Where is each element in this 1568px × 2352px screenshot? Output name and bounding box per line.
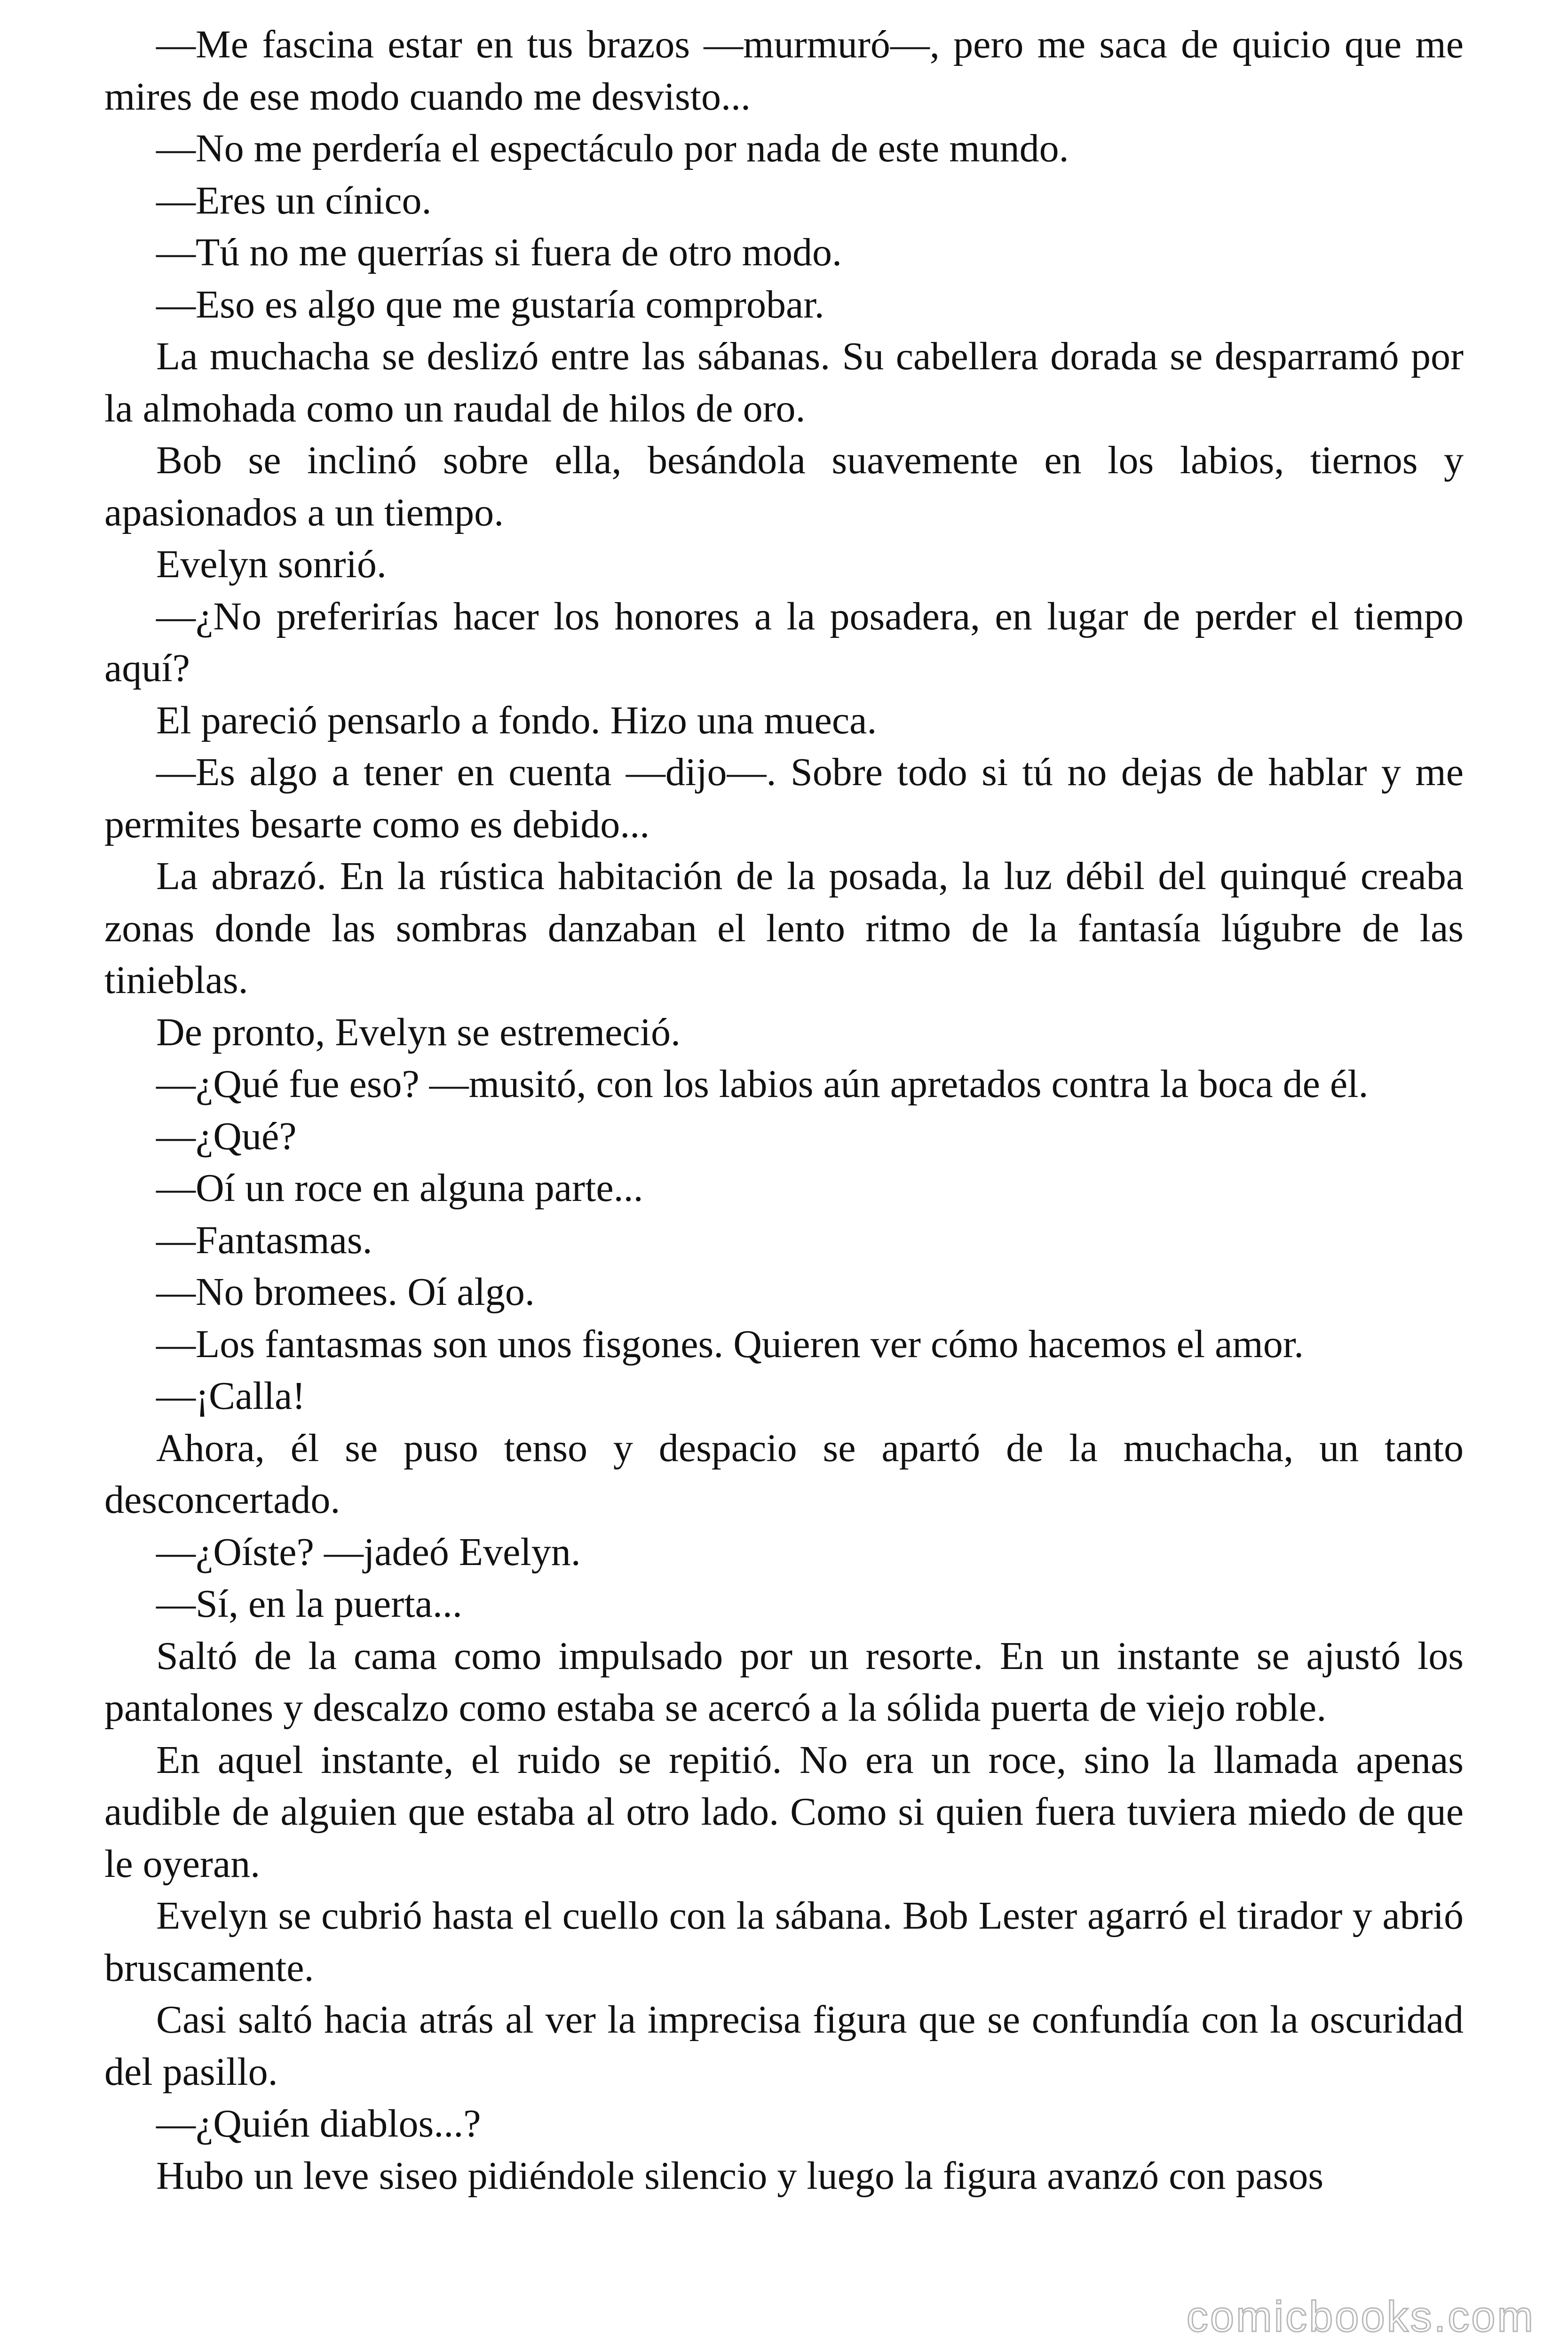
paragraph: Evelyn se cubrió hasta el cuello con la sábana. Bob Lester agarró el tirador y abrió bruscamente. (104, 1894, 1464, 1990)
paragraph: —Eres un cínico. (156, 178, 432, 222)
paragraph: Evelyn sonrió. (156, 542, 387, 586)
paragraph: Hubo un leve siseo pidiéndole silencio y luego la figura avanzó con pasos (156, 2153, 1324, 2198)
paragraph: —¿Qué? (156, 1114, 297, 1158)
paragraph: —Me fascina estar en tus brazos —murmuró—, pero me saca de quicio que me mires de ese modo cuando me desvisto... (104, 23, 1464, 119)
paragraph: En aquel instante, el ruido se repitió. No era un roce, sino la llamada apenas audible de alguien que estaba al otro lado. Como si quien fuera tuviera miedo de que le oyeran. (104, 1738, 1464, 1886)
watermark-text: comicbooks.com (1186, 2293, 1535, 2341)
paragraph: —Sí, en la puerta... (156, 1582, 462, 1626)
paragraph: —Los fantasmas son unos fisgones. Quieren ver cómo hacemos el amor. (156, 1322, 1304, 1366)
paragraph: —Fantasmas. (156, 1218, 372, 1262)
page-body-text (104, 19, 1464, 2202)
paragraph: —Es algo a tener en cuenta —dijo—. Sobre todo si tú no dejas de hablar y me permites besarte como es debido... (104, 750, 1464, 846)
paragraph: Bob se inclinó sobre ella, besándola suavemente en los labios, tiernos y apasionados a un tiempo. (104, 438, 1464, 534)
paragraph: Ahora, él se puso tenso y despacio se apartó de la muchacha, un tanto desconcertado. (104, 1426, 1464, 1522)
paragraph: —No me perdería el espectáculo por nada de este mundo. (156, 127, 1069, 170)
paragraph: La muchacha se deslizó entre las sábanas. Su cabellera dorada se desparramó por la almohada como un raudal de hilos de oro. (104, 334, 1464, 430)
paragraph: El pareció pensarlo a fondo. Hizo una mueca. (156, 698, 877, 742)
paragraph: De pronto, Evelyn se estremeció. (156, 1010, 681, 1054)
paragraph: —¿No preferirías hacer los honores a la posadera, en lugar de perder el tiempo aquí? (104, 594, 1464, 690)
paragraph: Saltó de la cama como impulsado por un resorte. En un instante se ajustó los pantalones y descalzo como estaba se acercó a la sólida puerta de viejo roble. (104, 1634, 1464, 1730)
paragraph: —Tú no me querrías si fuera de otro modo. (156, 230, 842, 274)
paragraph: —¿Qué fue eso? —musitó, con los labios aún apretados contra la boca de él. (156, 1062, 1369, 1106)
paragraph: —Eso es algo que me gustaría comprobar. (156, 282, 824, 326)
paragraph: —No bromees. Oí algo. (156, 1270, 535, 1314)
paragraph: La abrazó. En la rústica habitación de la posada, la luz débil del quinqué creaba zonas donde las sombras danzaban el lento ritmo de la fantasía lúgubre de las tinieblas. (104, 854, 1464, 1002)
paragraph: —¿Quién diablos...? (156, 2102, 481, 2145)
paragraph: —¡Calla! (156, 1374, 306, 1418)
paragraph: —Oí un roce en alguna parte... (156, 1166, 643, 1210)
paragraph: —¿Oíste? —jadeó Evelyn. (156, 1530, 581, 1574)
paragraph: Casi saltó hacia atrás al ver la imprecisa figura que se confundía con la oscuridad del pasillo. (104, 1998, 1464, 2094)
